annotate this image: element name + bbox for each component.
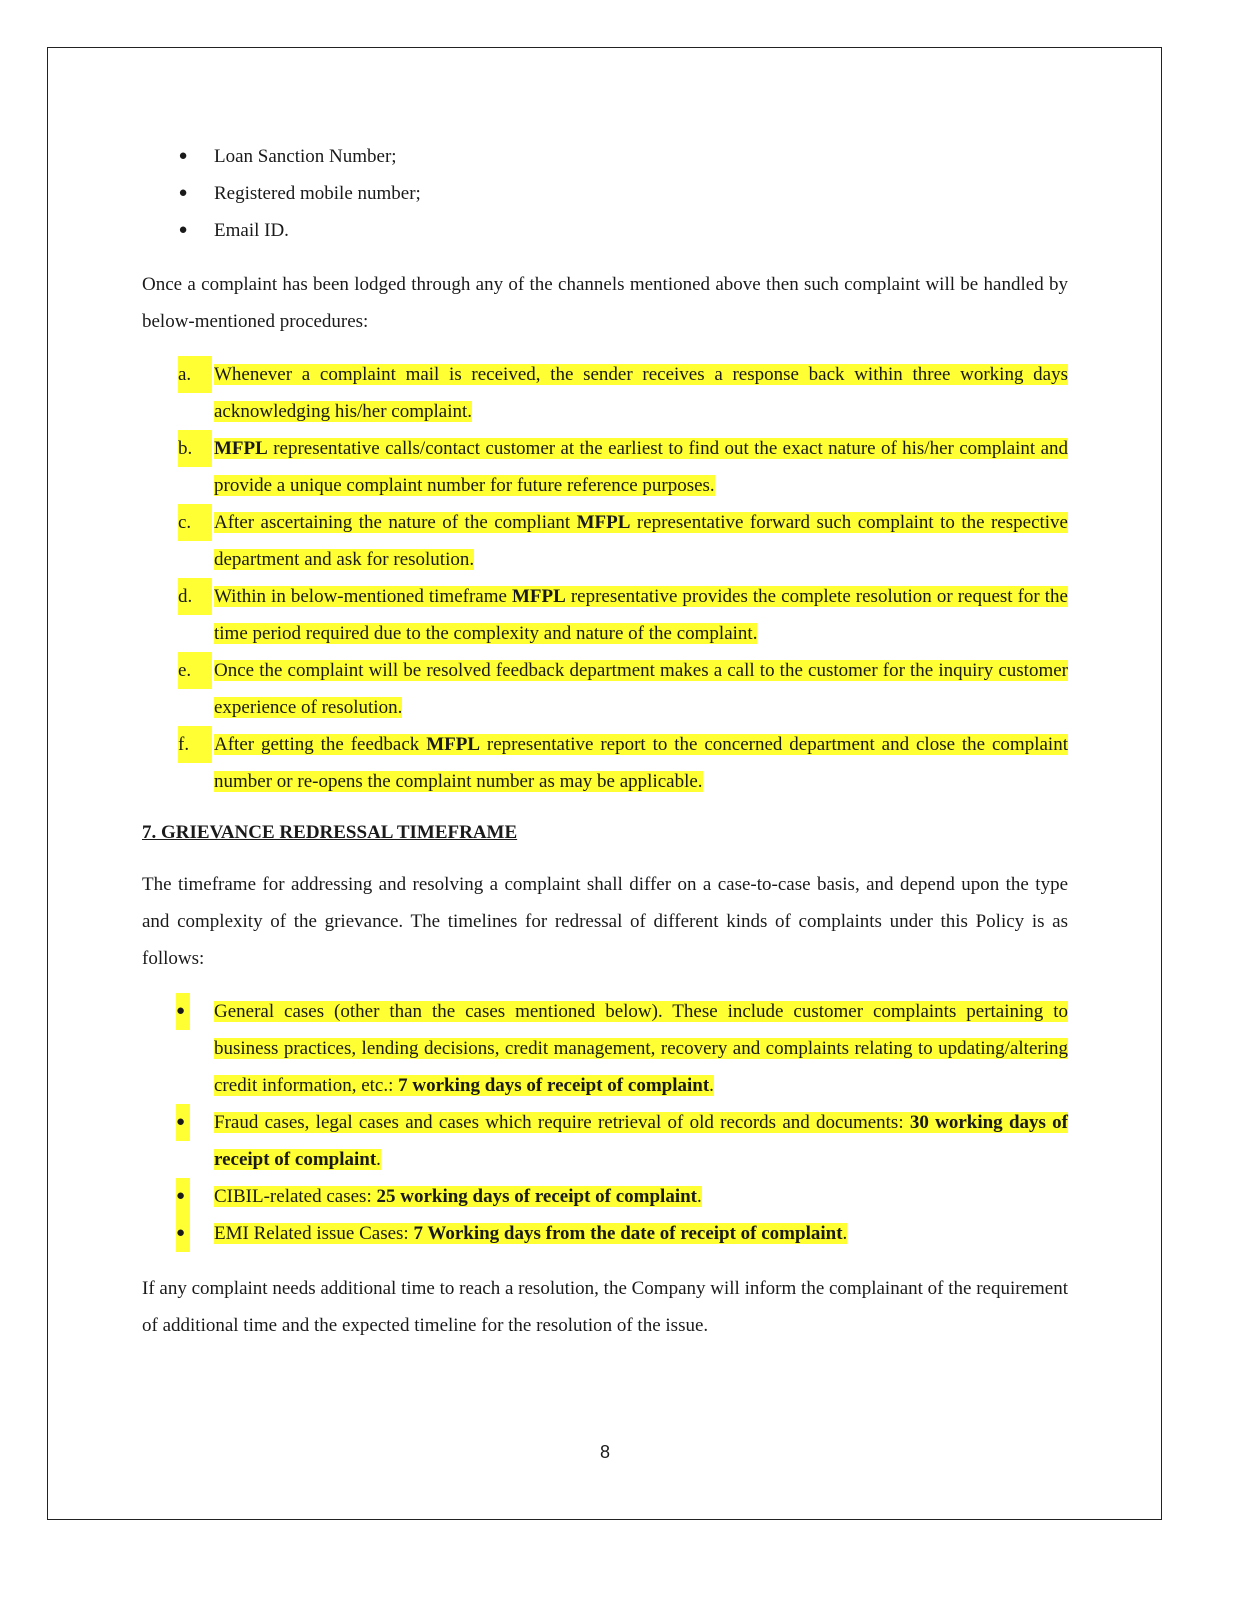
procedure-item: e. Once the complaint will be resolved feedback department makes a call to the customer for the inquiry customer experience of resolution. [142, 652, 1068, 726]
bullet-icon: ● [178, 185, 188, 201]
procedure-marker: c. [178, 504, 212, 541]
section-heading: 7. GRIEVANCE REDRESSAL TIMEFRAME [142, 822, 518, 843]
closing-paragraph: If any complaint needs additional time to reach a resolution, the Company will inform the complainant of the requirement of additional time and the expected timeline for the resolution of the issue. [142, 1278, 1068, 1336]
page-number: 8 [599, 1442, 610, 1462]
bullet-icon: ● [176, 1178, 190, 1215]
procedure-item: c. After ascertaining the nature of the compliant MFPL representative forward such complaint to the respective department and ask for resolution. [142, 504, 1068, 578]
bullet-icon: ● [178, 222, 188, 238]
procedures-list [142, 356, 1068, 800]
procedure-item: b. MFPL representative calls/contact customer at the earliest to find out the exact nature of his/her complaint and provide a unique complaint number for future reference purposes. [142, 430, 1068, 504]
list-item: ● Email ID. [142, 212, 1068, 249]
list-item: ● Registered mobile number; [142, 175, 1068, 212]
bullet-icon: ● [178, 148, 188, 164]
procedure-marker: a. [178, 356, 212, 393]
bullet-icon: ● [176, 993, 190, 1030]
procedure-marker: f. [178, 726, 212, 763]
timeframe-paragraph: The timeframe for addressing and resolving a complaint shall differ on a case-to-case basis, and depend upon the type and complexity of the grievance. The timelines for redressal of different kinds of complaints under this Policy is as follows: [142, 874, 1068, 969]
identifier-list [142, 138, 1068, 249]
procedure-marker: d. [178, 578, 212, 615]
procedure-marker: b. [178, 430, 212, 467]
timeline-list [142, 993, 1068, 1252]
procedure-item: d. Within in below-mentioned timeframe MFPL representative provides the complete resolution or request for the time period required due to the complexity and nature of the complaint. [142, 578, 1068, 652]
timeline-item: ● General cases (other than the cases mentioned below). These include customer complaints pertaining to business practices, lending decisions, credit management, recovery and complaints relating to updating/altering credit information, etc.: 7 working days of receipt of complaint. [142, 993, 1068, 1104]
timeline-item: ● CIBIL-related cases: 25 working days of receipt of complaint. [142, 1178, 1068, 1215]
list-item: ● Loan Sanction Number; [142, 138, 1068, 175]
intro-paragraph: Once a complaint has been lodged through any of the channels mentioned above then such complaint will be handled by below-mentioned procedures: [142, 274, 1068, 332]
bullet-icon: ● [176, 1104, 190, 1141]
timeline-item: ● Fraud cases, legal cases and cases which require retrieval of old records and documents: 30 working days of receipt of complaint. [142, 1104, 1068, 1178]
procedure-item: a. Whenever a complaint mail is received, the sender receives a response back within three working days acknowledging his/her complaint. [142, 356, 1068, 430]
timeline-item: ● EMI Related issue Cases: 7 Working days from the date of receipt of complaint. [142, 1215, 1068, 1252]
bullet-icon: ● [176, 1215, 190, 1252]
procedure-item: f. After getting the feedback MFPL representative report to the concerned department and close the complaint number or re-opens the complaint number as may be applicable. [142, 726, 1068, 800]
procedure-marker: e. [178, 652, 212, 689]
